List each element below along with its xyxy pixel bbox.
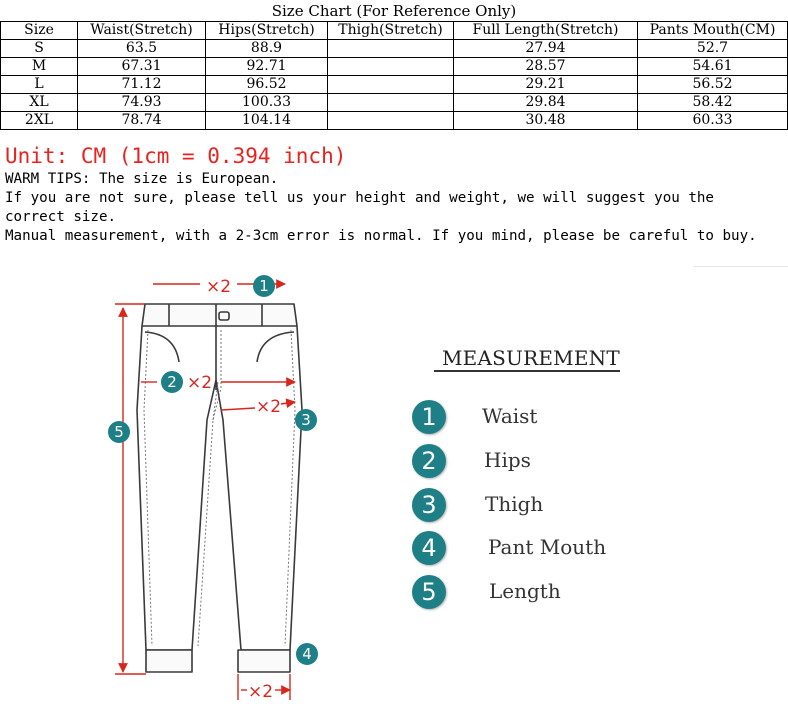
mouth-multiplier: ×2	[248, 682, 274, 702]
number-4-icon: 4	[412, 531, 446, 565]
pants-diagram	[95, 270, 335, 706]
cell-thigh	[328, 76, 454, 94]
cell-thigh	[328, 58, 454, 76]
table-row	[1, 76, 788, 94]
cell-full-length: 30.48	[454, 112, 638, 130]
cell-hips: 104.14	[206, 112, 328, 130]
marker-3	[295, 409, 317, 431]
pants-outline	[137, 304, 302, 672]
cell-pants-mouth: 58.42	[638, 94, 788, 112]
cell-thigh	[328, 94, 454, 112]
thigh-multiplier: ×2	[256, 397, 282, 417]
svg-text:5: 5	[114, 423, 124, 441]
number-2-icon: 2	[412, 444, 446, 478]
table-row	[1, 40, 788, 58]
legend-label: Pant Mouth	[488, 535, 607, 559]
size-table	[0, 21, 788, 130]
cell-thigh	[328, 40, 454, 58]
svg-text:4: 4	[302, 645, 312, 663]
svg-text:2: 2	[167, 373, 177, 391]
hips-multiplier: ×2	[187, 373, 213, 393]
header-pants-mouth: Pants Mouth(CM)	[638, 22, 788, 40]
cell-thigh	[328, 112, 454, 130]
size-chart-title: Size Chart (For Reference Only)	[271, 2, 517, 20]
cell-waist: 63.5	[78, 40, 206, 58]
cell-full-length: 29.21	[454, 76, 638, 94]
legend-underline	[434, 370, 620, 372]
table-row	[1, 112, 788, 130]
legend-label: Thigh	[485, 492, 544, 516]
cell-waist: 78.74	[78, 112, 206, 130]
table-header-row	[1, 22, 788, 40]
cell-size: S	[1, 40, 78, 58]
cell-pants-mouth: 52.7	[638, 40, 788, 58]
cell-hips: 88.9	[206, 40, 328, 58]
cell-size: 2XL	[1, 112, 78, 130]
marker-2	[161, 371, 183, 393]
cell-waist: 74.93	[78, 94, 206, 112]
legend-title: MEASUREMENT	[442, 346, 620, 370]
header-size: Size	[1, 22, 78, 40]
table-row	[1, 58, 788, 76]
table-row	[1, 94, 788, 112]
header-full-length: Full Length(Stretch)	[454, 22, 638, 40]
cell-hips: 100.33	[206, 94, 328, 112]
cell-pants-mouth: 56.52	[638, 76, 788, 94]
tip-line: Manual measurement, with a 2-3cm error is normal. If you mind, please be careful to buy.	[5, 228, 757, 244]
legend-label: Hips	[484, 448, 531, 472]
cell-size: M	[1, 58, 78, 76]
cell-hips: 96.52	[206, 76, 328, 94]
cell-hips: 92.71	[206, 58, 328, 76]
tip-line: WARM TIPS: The size is European.	[5, 171, 279, 187]
number-1-icon: 1	[412, 400, 446, 434]
marker-1	[253, 275, 275, 297]
cell-pants-mouth: 60.33	[638, 112, 788, 130]
unit-note: Unit: CM (1cm = 0.394 inch)	[5, 144, 347, 168]
cell-full-length: 29.84	[454, 94, 638, 112]
warm-tips	[5, 170, 775, 246]
marker-5	[108, 421, 130, 443]
measure-lines	[115, 284, 295, 700]
waist-multiplier: ×2	[206, 277, 232, 297]
legend-label: Length	[489, 579, 561, 603]
number-3-icon: 3	[412, 488, 446, 522]
marker-4	[296, 643, 318, 665]
cell-pants-mouth: 54.61	[638, 58, 788, 76]
cell-waist: 71.12	[78, 76, 206, 94]
tip-line: If you are not sure, please tell us your height and weight, we will suggest you the correct size.	[5, 190, 714, 225]
header-hips: Hips(Stretch)	[206, 22, 328, 40]
header-thigh: Thigh(Stretch)	[328, 22, 454, 40]
divider	[693, 266, 788, 267]
cell-size: XL	[1, 94, 78, 112]
svg-text:1: 1	[259, 277, 269, 295]
svg-text:3: 3	[301, 411, 311, 429]
cell-full-length: 28.57	[454, 58, 638, 76]
legend-label: Waist	[482, 404, 538, 428]
cell-full-length: 27.94	[454, 40, 638, 58]
cell-waist: 67.31	[78, 58, 206, 76]
number-5-icon: 5	[412, 575, 446, 609]
header-waist: Waist(Stretch)	[78, 22, 206, 40]
cell-size: L	[1, 76, 78, 94]
